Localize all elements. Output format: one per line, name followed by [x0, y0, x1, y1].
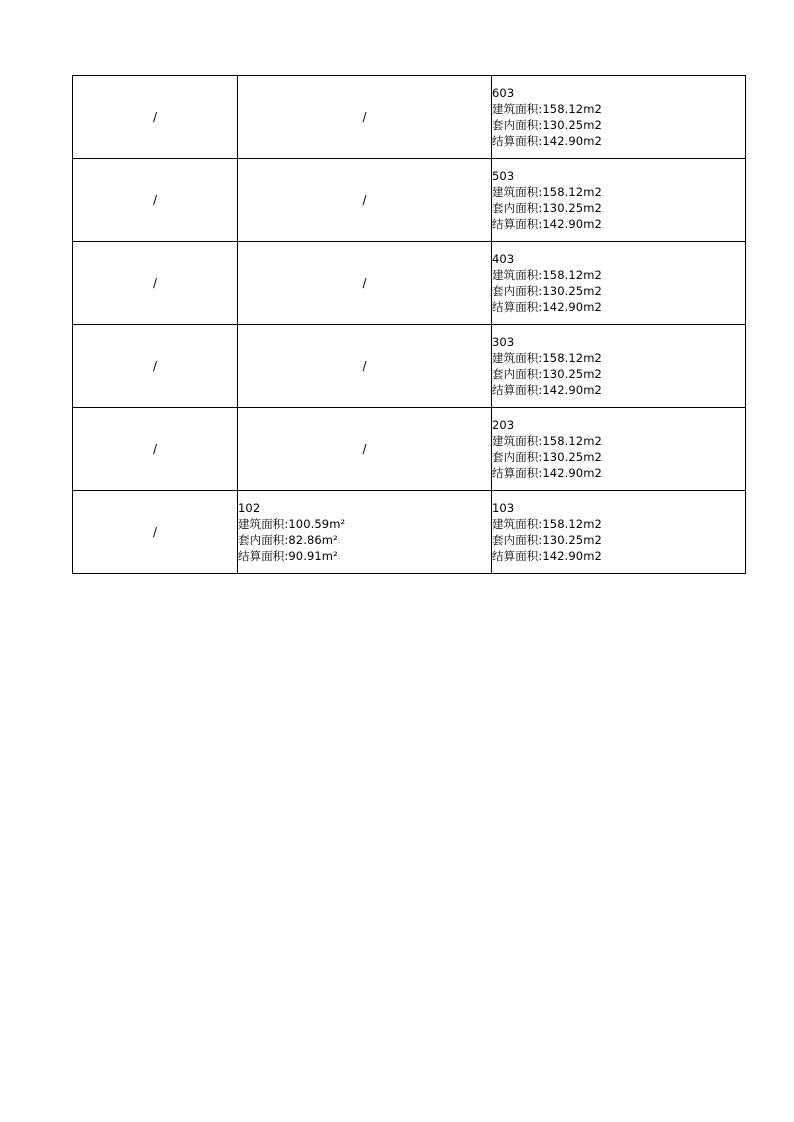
unit-info-cell — [492, 76, 746, 159]
inner-area: 套内面积:130.25m2 — [492, 284, 602, 298]
unit-info — [238, 500, 491, 564]
table-row — [73, 76, 746, 159]
unit-info — [492, 500, 745, 564]
unit-info-cell — [238, 491, 492, 574]
building-area: 建筑面积:158.12m2 — [492, 517, 602, 531]
slash-mark: / — [152, 359, 158, 373]
inner-area: 套内面积:130.25m2 — [492, 533, 602, 547]
unit-number: 103 — [492, 501, 515, 515]
table-row — [73, 408, 746, 491]
unit-info — [492, 417, 745, 481]
settlement-area: 结算面积:142.90m2 — [492, 549, 602, 563]
unit-number: 403 — [492, 252, 515, 266]
unit-number: 102 — [238, 501, 261, 515]
unit-info-cell — [492, 242, 746, 325]
settlement-area: 结算面积:142.90m2 — [492, 383, 602, 397]
slash-mark: / — [362, 276, 367, 290]
unit-info-cell — [492, 408, 746, 491]
unit-number: 303 — [492, 335, 515, 349]
table-row — [73, 325, 746, 408]
unit-info-cell — [492, 325, 746, 408]
unit-info — [492, 251, 745, 315]
empty-unit-cell — [73, 242, 238, 325]
unit-area-table-page — [72, 75, 745, 574]
settlement-area: 结算面积:90.91m² — [238, 549, 338, 563]
inner-area: 套内面积:82.86m² — [238, 533, 338, 547]
inner-area: 套内面积:130.25m2 — [492, 367, 602, 381]
unit-number: 203 — [492, 418, 515, 432]
empty-unit-cell — [73, 491, 238, 574]
slash-mark: / — [152, 442, 158, 456]
settlement-area: 结算面积:142.90m2 — [492, 217, 602, 231]
unit-area-table — [72, 75, 746, 574]
inner-area: 套内面积:130.25m2 — [492, 118, 602, 132]
inner-area: 套内面积:130.25m2 — [492, 450, 602, 464]
slash-mark: / — [362, 442, 367, 456]
empty-unit-cell — [73, 159, 238, 242]
slash-mark: / — [152, 525, 158, 539]
settlement-area: 结算面积:142.90m2 — [492, 466, 602, 480]
inner-area: 套内面积:130.25m2 — [492, 201, 602, 215]
building-area: 建筑面积:158.12m2 — [492, 102, 602, 116]
slash-mark: / — [152, 110, 158, 124]
table-row — [73, 491, 746, 574]
slash-mark: / — [362, 110, 367, 124]
unit-info-cell — [492, 159, 746, 242]
slash-mark: / — [152, 276, 158, 290]
table-row — [73, 159, 746, 242]
slash-mark: / — [362, 359, 367, 373]
building-area: 建筑面积:158.12m2 — [492, 434, 602, 448]
settlement-area: 结算面积:142.90m2 — [492, 300, 602, 314]
empty-unit-cell — [238, 159, 492, 242]
empty-unit-cell — [238, 408, 492, 491]
unit-number: 603 — [492, 86, 515, 100]
empty-unit-cell — [73, 325, 238, 408]
building-area: 建筑面积:100.59m² — [238, 517, 346, 531]
slash-mark: / — [362, 193, 367, 207]
unit-number: 503 — [492, 169, 515, 183]
empty-unit-cell — [73, 408, 238, 491]
empty-unit-cell — [238, 242, 492, 325]
settlement-area: 结算面积:142.90m2 — [492, 134, 602, 148]
empty-unit-cell — [238, 325, 492, 408]
building-area: 建筑面积:158.12m2 — [492, 351, 602, 365]
empty-unit-cell — [238, 76, 492, 159]
unit-info — [492, 168, 745, 232]
unit-info — [492, 85, 745, 149]
building-area: 建筑面积:158.12m2 — [492, 185, 602, 199]
empty-unit-cell — [73, 76, 238, 159]
slash-mark: / — [152, 193, 158, 207]
unit-info-cell — [492, 491, 746, 574]
table-row — [73, 242, 746, 325]
building-area: 建筑面积:158.12m2 — [492, 268, 602, 282]
unit-info — [492, 334, 745, 398]
